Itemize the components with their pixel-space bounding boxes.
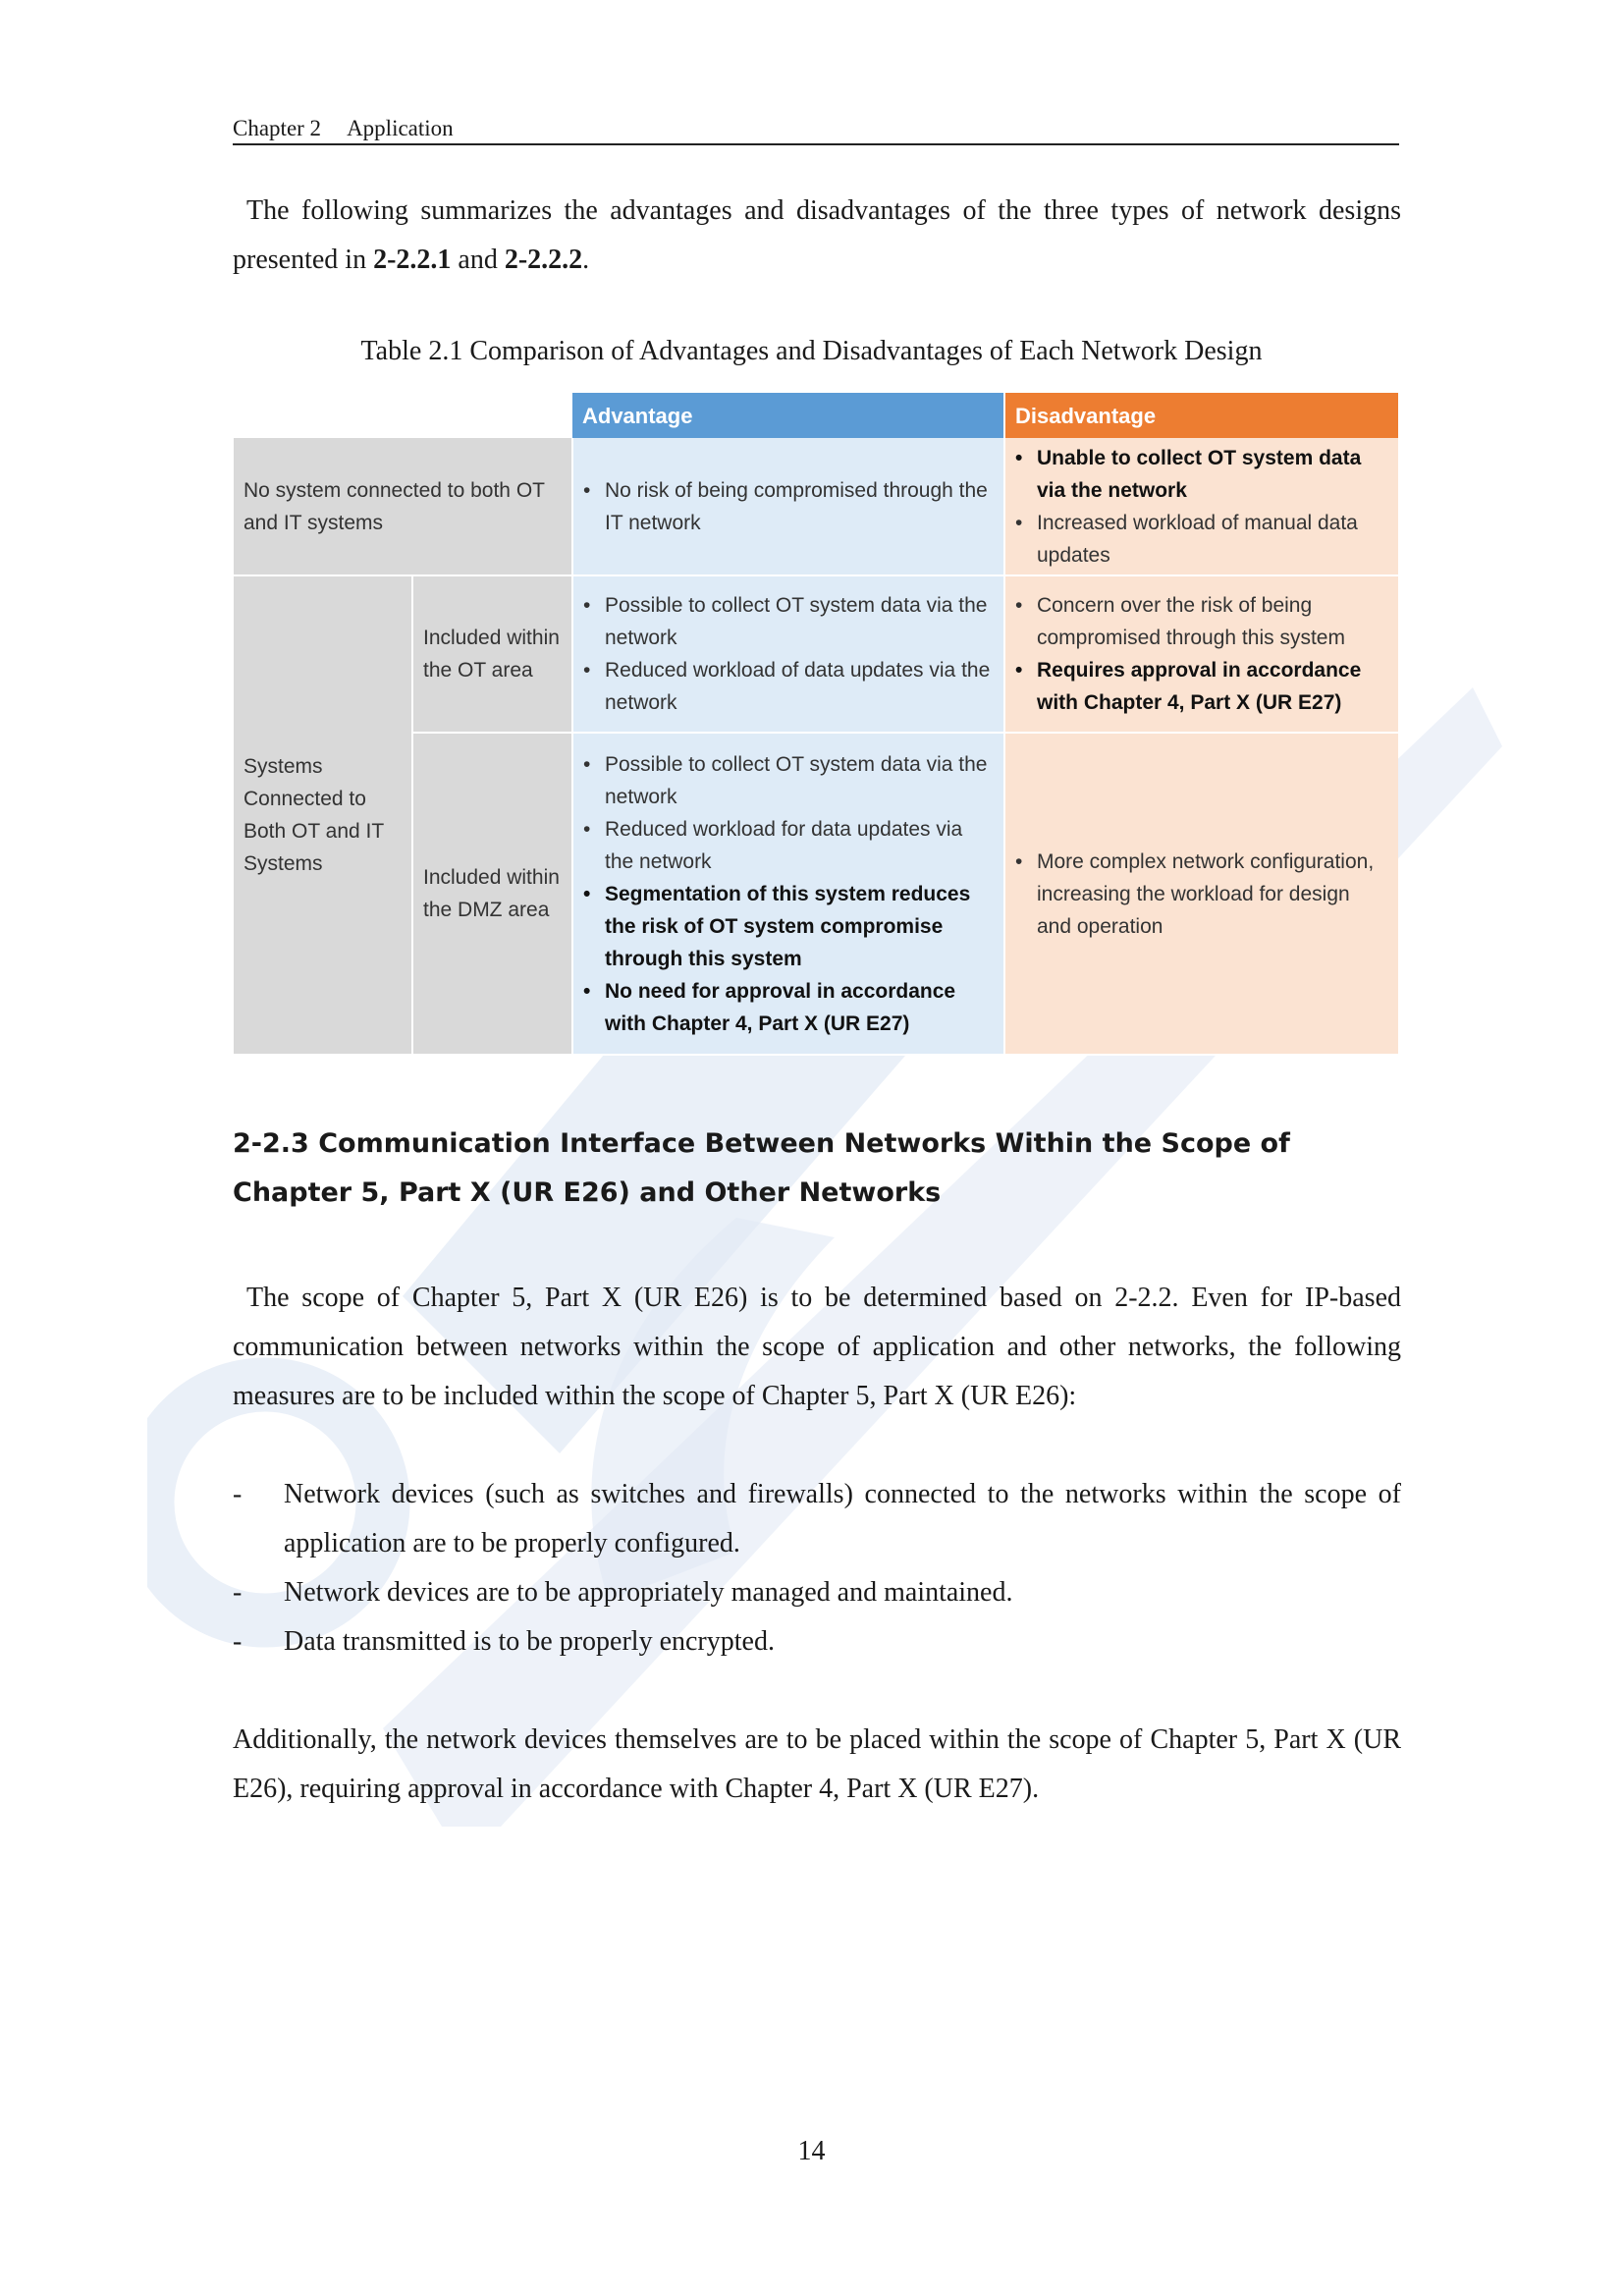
page-number: 14 [797, 2136, 826, 2166]
row3-advantages [572, 733, 1004, 1055]
body-paragraph [233, 1274, 1401, 1421]
body-paragraph-text: The scope of Chapter 5, Part X (UR E26) is to be determined based on 2-2.2. Even for IP-based communication between networks within the scope of application and other networks, the following measures are to be included within the scope of Chapter 5, Part X (UR E26): [233, 1283, 1401, 1411]
closing-paragraph: Additionally, the network devices themselves are to be placed within the scope of Chapter 5, Part X (UR E26), requiring approval in accordance with Chapter 4, Part X (UR E27). [233, 1724, 1401, 1804]
table-caption: Table 2.1 Comparison of Advantages and Disadvantages of Each Network Design [360, 336, 1263, 366]
intro-and: and [451, 245, 505, 275]
section-heading: 2-2.3 Communication Interface Between Networks Within the Scope of Chapter 5, Part X (UR E26) and Other Networks [233, 1128, 1290, 1208]
group-label: Systems Connected to Both OT and IT Systems [234, 575, 412, 1055]
intro-ref-1: 2-2.2.1 [373, 245, 452, 275]
dash-marker: - [233, 1479, 243, 1509]
header-advantage: Advantage [572, 393, 1004, 438]
header-disadvantage: Disadvantage [1004, 393, 1398, 438]
intro-end: . [582, 245, 590, 275]
row2-disadvantages [1004, 575, 1398, 733]
list-item: • Segmentation of this system reduces the risk of OT system compromise through this system [583, 878, 994, 975]
dash-marker: - [233, 1626, 243, 1657]
intro-text: The following summarizes the advantages and disadvantages of the three types of network designs presented in [233, 195, 1401, 275]
row2-advantages [572, 575, 1004, 733]
bullet-text: Network devices (such as switches and firewalls) connected to the networks within the scope of application are to be properly configured. [284, 1479, 1401, 1558]
list-item [233, 1470, 1401, 1568]
table-header-row [234, 393, 1398, 438]
running-header [233, 116, 1399, 145]
dash-marker: - [233, 1577, 243, 1608]
table-row [234, 438, 1398, 575]
list-item: • No need for approval in accordance with Chapter 4, Part X (UR E27) [583, 975, 994, 1040]
list-item: • Reduced workload for data updates via the network [583, 813, 994, 878]
row1-category: No system connected to both OT and IT systems [234, 438, 572, 575]
list-item: • Concern over the risk of being compromised through this system [1015, 589, 1388, 654]
list-item: • Unable to collect OT system data via the network [1015, 442, 1388, 507]
header-title: Application [347, 116, 454, 140]
intro-ref-2: 2-2.2.2 [504, 245, 583, 275]
list-item [233, 1568, 1401, 1617]
header-chapter: Chapter 2 [233, 116, 322, 140]
table-row [234, 575, 1398, 733]
list-item: • Possible to collect OT system data via the network [583, 748, 994, 813]
comparison-table [234, 393, 1398, 1056]
list-item: • Increased workload of manual data updates [1015, 507, 1388, 572]
list-item: • More complex network configuration, increasing the workload for design and operation [1015, 846, 1388, 943]
list-item: • Requires approval in accordance with Chapter 4, Part X (UR E27) [1015, 654, 1388, 719]
list-item [233, 1617, 1401, 1667]
list-item: • Reduced workload of data updates via the network [583, 654, 994, 719]
bullet-text: Data transmitted is to be properly encrypted. [284, 1626, 775, 1657]
bullet-text: Network devices are to be appropriately managed and maintained. [284, 1577, 1013, 1608]
row1-advantages [572, 438, 1004, 575]
row1-disadvantages [1004, 438, 1398, 575]
row3-subcategory: Included within the DMZ area [412, 733, 572, 1055]
list-item: • No risk of being compromised through the IT network [583, 474, 994, 539]
header-blank [234, 393, 572, 438]
row2-subcategory: Included within the OT area [412, 575, 572, 733]
intro-paragraph [233, 187, 1401, 285]
row3-disadvantages [1004, 733, 1398, 1055]
list-item: • Possible to collect OT system data via the network [583, 589, 994, 654]
